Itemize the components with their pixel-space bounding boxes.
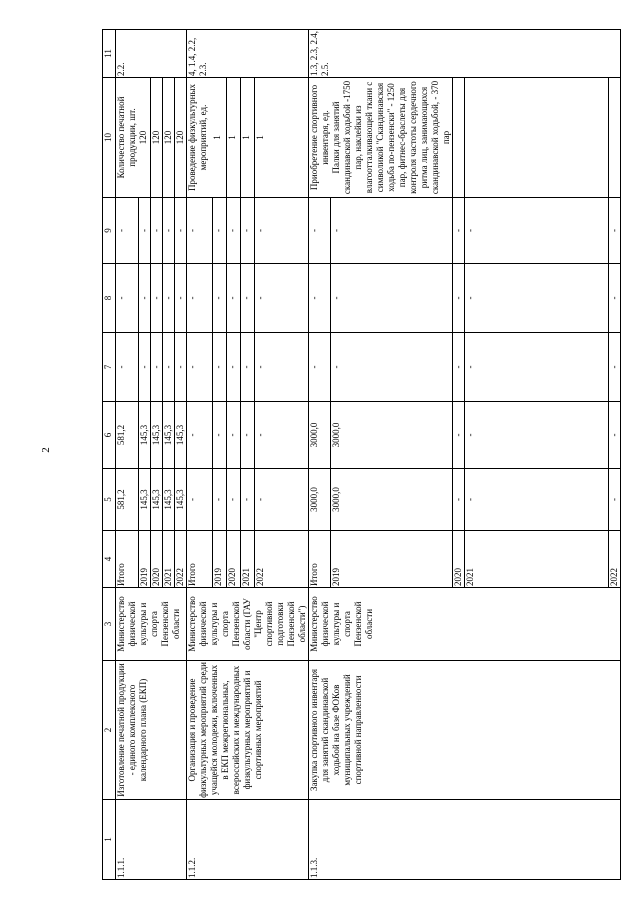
value-cell: -	[138, 333, 150, 402]
table-row	[116, 30, 139, 880]
indicator-value: 1	[212, 78, 226, 198]
column-number: 4	[103, 531, 116, 588]
value-cell: -	[186, 264, 212, 333]
value-cell: 3000,0	[308, 469, 331, 531]
year-cell: Итого	[116, 531, 139, 588]
value-cell: -	[162, 333, 174, 402]
value-cell: -	[308, 264, 331, 333]
value-cell: -	[212, 402, 226, 469]
value-cell: -	[138, 264, 150, 333]
column-number: 11	[103, 30, 116, 78]
target-code: 2.2.	[116, 30, 187, 78]
table-row	[186, 30, 212, 880]
executor-name: Министерство физической культуры и спорта Пензенской области (ГАУ "Центр спортивной подготовки Пензенской области")	[186, 588, 308, 661]
value-cell: 145,3	[150, 469, 162, 531]
column-number-row	[103, 30, 116, 880]
value-cell: -	[186, 198, 212, 264]
column-number: 2	[103, 661, 116, 800]
value-cell: -	[464, 264, 608, 333]
value-cell: -	[186, 402, 212, 469]
column-number: 9	[103, 198, 116, 264]
value-cell: -	[452, 198, 464, 264]
value-cell: -	[174, 198, 186, 264]
value-cell: -	[150, 264, 162, 333]
row-number: 1.1.2.	[186, 800, 308, 880]
value-cell: 581,2	[116, 469, 139, 531]
year-cell: 2019	[138, 531, 150, 588]
indicator-value	[452, 78, 464, 198]
value-cell: 581,2	[116, 402, 139, 469]
indicator-value: 120	[150, 78, 162, 198]
value-cell: -	[452, 469, 464, 531]
indicator-name: Проведение физкультурных мероприятий, ед.	[186, 78, 212, 198]
target-code: 1.3, 2.3, 2.4, 2.5.	[308, 30, 620, 78]
year-cell: 2019	[331, 531, 453, 588]
value-cell: -	[464, 333, 608, 402]
value-cell: -	[452, 402, 464, 469]
indicator-value: 120	[138, 78, 150, 198]
executor-name: Министерство физической культуры и спорта Пензенской области	[308, 588, 620, 661]
value-cell: -	[254, 198, 308, 264]
indicator-value	[608, 78, 620, 198]
year-cell: 2020	[150, 531, 162, 588]
value-cell: -	[331, 198, 453, 264]
indicator-value	[464, 78, 608, 198]
value-cell: -	[464, 198, 608, 264]
value-cell: -	[254, 402, 308, 469]
program-table	[102, 29, 621, 880]
value-cell: -	[308, 333, 331, 402]
value-cell: -	[240, 469, 254, 531]
value-cell: -	[150, 198, 162, 264]
value-cell: 3000,0	[331, 402, 453, 469]
value-cell: -	[226, 198, 240, 264]
column-number: 10	[103, 78, 116, 198]
column-number: 1	[103, 800, 116, 880]
year-cell: 2021	[162, 531, 174, 588]
value-cell: -	[254, 469, 308, 531]
year-cell: 2020	[226, 531, 240, 588]
value-cell: -	[186, 333, 212, 402]
value-cell: -	[226, 264, 240, 333]
value-cell: -	[212, 333, 226, 402]
value-cell: -	[254, 333, 308, 402]
column-number: 6	[103, 402, 116, 469]
activity-name: Закупка спортивного инвентаря для занятий скандинавской ходьбой на базе ФОКов муниципальных учреждений спортивной направленности	[308, 661, 620, 800]
value-cell: 3000,0	[331, 469, 453, 531]
value-cell: -	[464, 402, 608, 469]
year-cell: 2020	[452, 531, 464, 588]
value-cell: -	[150, 333, 162, 402]
value-cell: -	[162, 198, 174, 264]
value-cell: -	[212, 469, 226, 531]
value-cell: -	[226, 469, 240, 531]
column-number: 3	[103, 588, 116, 661]
value-cell: -	[226, 402, 240, 469]
year-cell: 2021	[464, 531, 608, 588]
executor-name: Министерство физической культуры и спорта Пензенской области	[116, 588, 187, 661]
target-code: 4, 1.4, 2.2, 2.3.	[186, 30, 308, 78]
value-cell: -	[116, 264, 139, 333]
value-cell: 3000,0	[308, 402, 331, 469]
value-cell: -	[240, 198, 254, 264]
activity-name: Изготовление печатной продукции - единого комплексного календарного плана (ЕКП)	[116, 661, 187, 800]
value-cell: -	[608, 198, 620, 264]
value-cell: -	[226, 333, 240, 402]
indicator-value: 1	[226, 78, 240, 198]
value-cell: -	[254, 264, 308, 333]
value-cell: -	[608, 469, 620, 531]
row-number: 1.1.1.	[116, 800, 187, 880]
value-cell: -	[162, 264, 174, 333]
page-number: 2	[40, 447, 52, 453]
indicator-value: 1	[254, 78, 308, 198]
year-cell: 2019	[212, 531, 226, 588]
column-number: 7	[103, 333, 116, 402]
value-cell: -	[240, 264, 254, 333]
value-cell: -	[608, 333, 620, 402]
row-number: 1.1.3.	[308, 800, 620, 880]
year-cell: Итого	[308, 531, 331, 588]
value-cell: -	[174, 333, 186, 402]
value-cell: -	[212, 198, 226, 264]
table-row	[308, 30, 331, 880]
activity-name: Организация и проведение физкультурных мероприятий среди учащейся молодежи, включенных в ЕКП межрегиональных, всероссийских и международных физкультурных мероприятий и спортивных мероприятий	[186, 661, 308, 800]
year-cell: 2022	[254, 531, 308, 588]
value-cell: 145,3	[162, 402, 174, 469]
value-cell: 145,3	[174, 469, 186, 531]
value-cell: -	[240, 333, 254, 402]
value-cell: -	[116, 198, 139, 264]
column-number: 8	[103, 264, 116, 333]
value-cell: 145,3	[162, 469, 174, 531]
value-cell: -	[116, 333, 139, 402]
value-cell: 145,3	[150, 402, 162, 469]
rotated-table-container	[102, 30, 619, 880]
value-cell: -	[608, 264, 620, 333]
column-number: 5	[103, 469, 116, 531]
value-cell: -	[186, 469, 212, 531]
value-cell: -	[452, 333, 464, 402]
indicator-value: 120	[162, 78, 174, 198]
year-cell: Итого	[186, 531, 212, 588]
value-cell: 145,3	[138, 402, 150, 469]
value-cell: -	[452, 264, 464, 333]
year-cell: 2021	[240, 531, 254, 588]
value-cell: -	[464, 469, 608, 531]
year-cell: 2022	[608, 531, 620, 588]
year-cell: 2022	[174, 531, 186, 588]
indicator-name: Количество печатной продукции, шт.	[116, 78, 139, 198]
value-cell: -	[138, 198, 150, 264]
value-cell: -	[331, 264, 453, 333]
value-cell: 145,3	[174, 402, 186, 469]
indicator-value: Палки для занятий скандинавской ходьбой -1750 пар, наклейки из влагоотталкивающей ткани с символикой "Скандинавская ходьба по-пензенски" - 1250 пар, фитнес-браслеты для контроля частоты сердечного ритма лиц, занимающихся скандинавской ходьбой, - 370 пар	[331, 78, 453, 198]
indicator-value: 120	[174, 78, 186, 198]
value-cell: 145,3	[138, 469, 150, 531]
indicator-name: Приобретение спортивного инвентаря, ед.	[308, 78, 331, 198]
value-cell: -	[212, 264, 226, 333]
value-cell: -	[308, 198, 331, 264]
value-cell: -	[174, 264, 186, 333]
value-cell: -	[240, 402, 254, 469]
indicator-value: 1	[240, 78, 254, 198]
value-cell: -	[331, 333, 453, 402]
value-cell: -	[608, 402, 620, 469]
